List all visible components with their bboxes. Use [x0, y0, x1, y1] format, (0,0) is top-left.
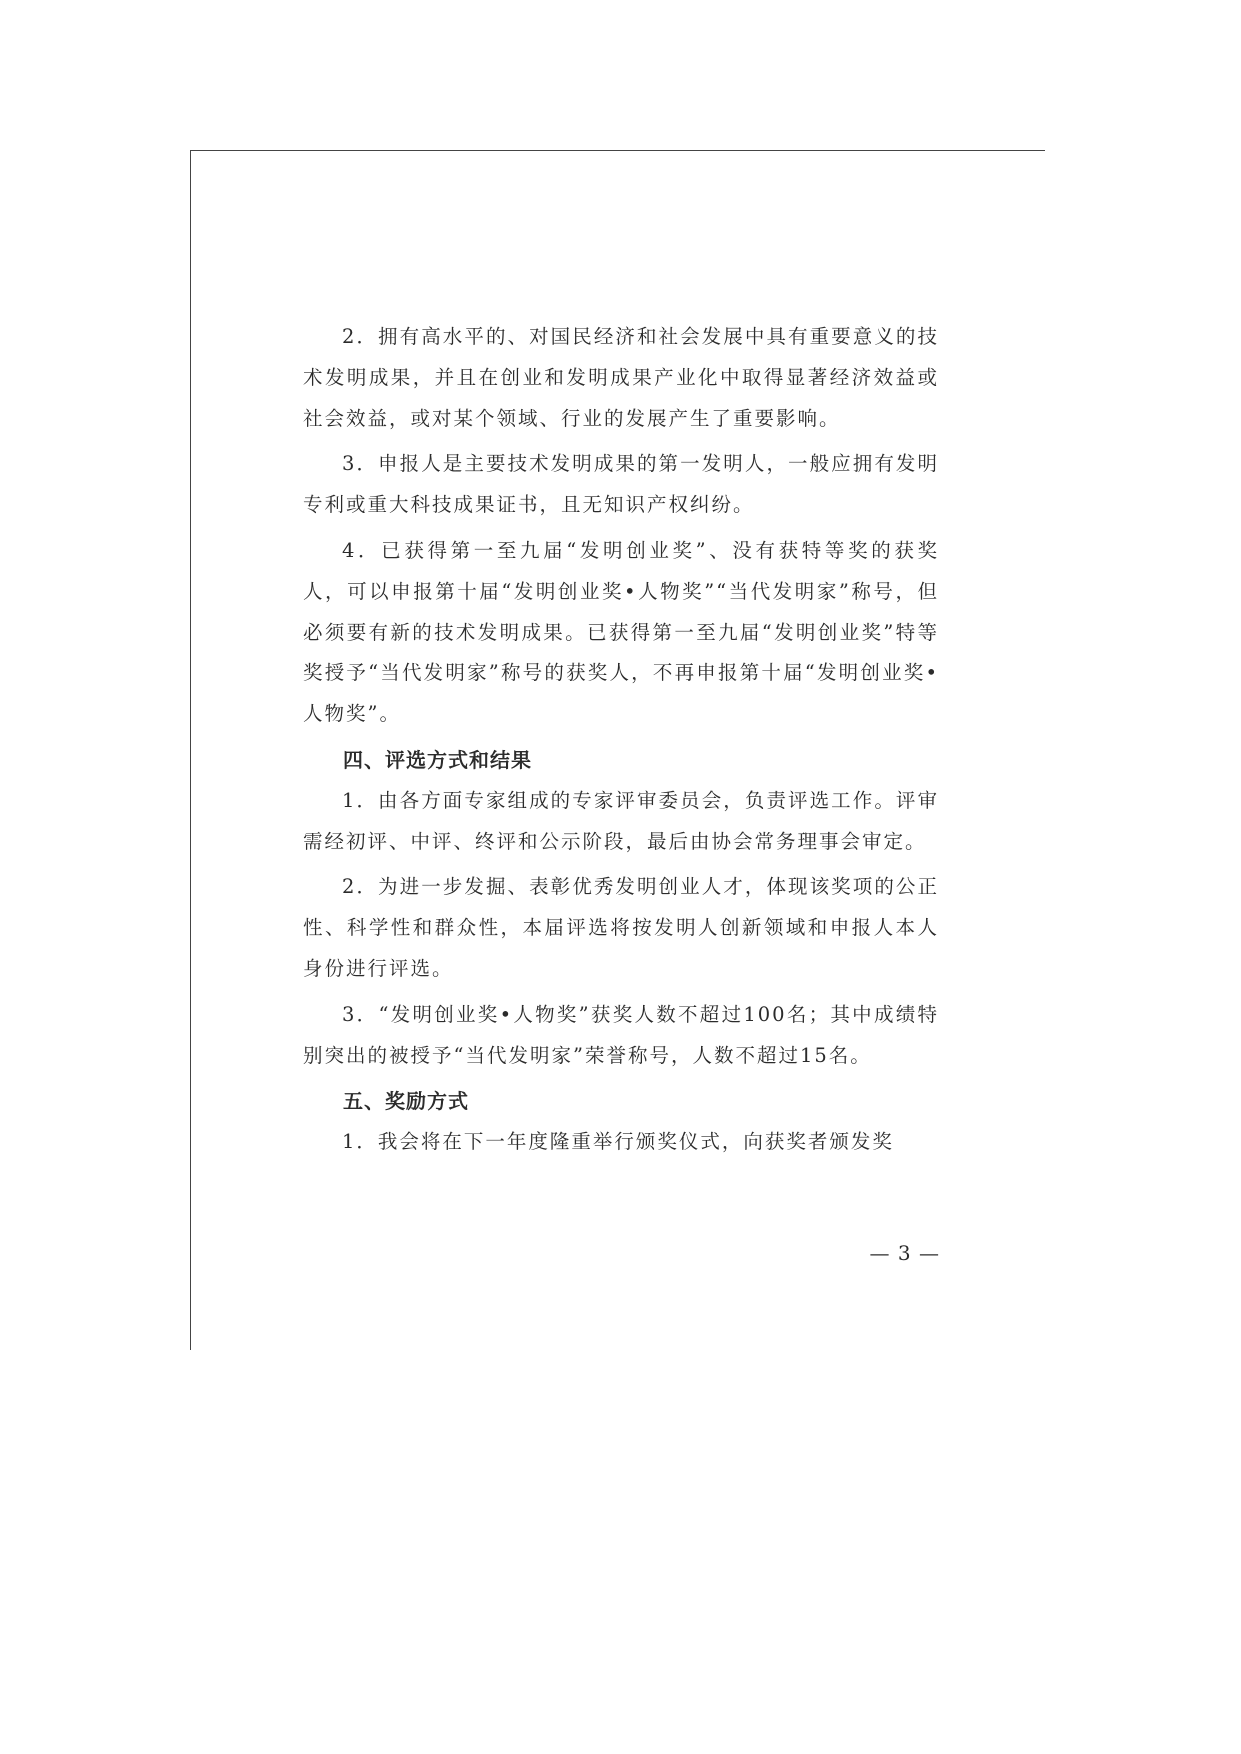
page-number: — 3 — — [869, 1241, 940, 1265]
paragraph-4-2: 2．为进一步发掘、表彰优秀发明创业人才，体现该奖项的公正性、科学性和群众性，本届评选将按发明人创新领域和申报人本人身份进行评选。 — [303, 875, 939, 980]
section-heading-4: 四、评选方式和结果 — [343, 747, 532, 772]
paragraph-4-3: 3．“发明创业奖•人物奖”获奖人数不超过100名；其中成绩特别突出的被授予“当代发明家”荣誉称号，人数不超过15名。 — [303, 1002, 939, 1067]
page-border-top — [190, 150, 1045, 151]
paragraph-5-1: 1．我会将在下一年度隆重举行颁奖仪式，向获奖者颁发奖 — [342, 1130, 894, 1154]
page-border-left — [190, 150, 191, 1350]
section-heading-5: 五、奖励方式 — [343, 1089, 469, 1114]
paragraph-3-3: 3．申报人是主要技术发明成果的第一发明人，一般应拥有发明专利或重大科技成果证书，且无知识产权纠纷。 — [303, 452, 939, 517]
paragraph-4-1: 1．由各方面专家组成的专家评审委员会，负责评选工作。评审需经初评、中评、终评和公示阶段，最后由协会常务理事会审定。 — [303, 788, 939, 853]
paragraph-3-2: 2．拥有高水平的、对国民经济和社会发展中具有重要意义的技术发明成果，并且在创业和发明成果产业化中取得显著经济效益或社会效益，或对某个领域、行业的发展产生了重要影响。 — [303, 325, 939, 430]
paragraph-3-4: 4．已获得第一至九届“发明创业奖”、没有获特等奖的获奖人，可以申报第十届“发明创业奖•人物奖”“当代发明家”称号，但必须要有新的技术发明成果。已获得第一至九届“发明创业奖”特等奖授予“当代发明家”称号的获奖人，不再申报第十届“发明创业奖•人物奖”。 — [303, 538, 939, 726]
document-body — [303, 317, 939, 1168]
